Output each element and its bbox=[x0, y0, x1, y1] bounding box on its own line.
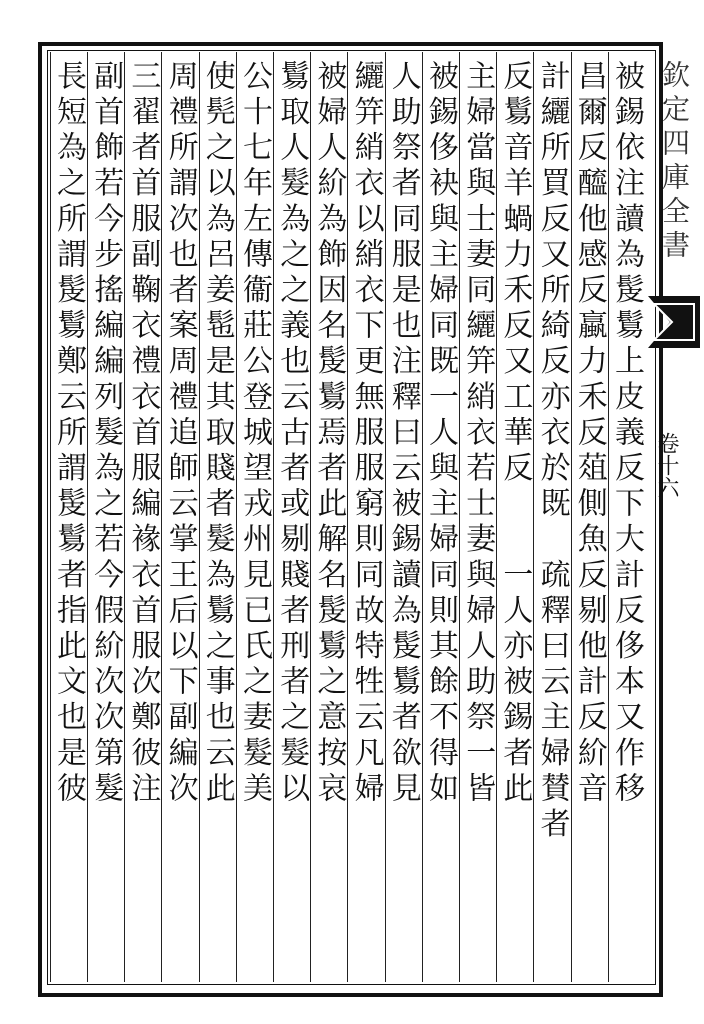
column-rule bbox=[161, 52, 162, 982]
text-column: 纚笄綃衣以綃衣下更無服服窮則同故特牲云凡婦 bbox=[348, 60, 384, 808]
text-column: 鬄取人髮為之之義也云古者或剔賤者刑者之髮以 bbox=[274, 60, 310, 808]
book-title-strip: 欽定四庫全書 bbox=[658, 60, 691, 264]
text-column: 長短為之所謂髲鬄鄭云所謂髲鬄者指此文也是彼 bbox=[50, 60, 86, 808]
column-rule bbox=[459, 52, 460, 982]
text-column: 三翟者首服副鞠衣禮衣首服編褖衣首服次鄭彼注 bbox=[125, 60, 161, 808]
column-rule bbox=[422, 52, 423, 982]
text-column: 副首飾若今步搖編編列髮為之若今假紒次次第髮 bbox=[88, 60, 124, 808]
text-column: 周禮所謂次也者案周禮追師云掌王后以下副編次 bbox=[162, 60, 198, 808]
column-rule bbox=[347, 52, 348, 982]
text-column: 被錫依注讀為髲鬄上皮義反下大計反侈本又作移 bbox=[608, 60, 644, 808]
column-rule bbox=[273, 52, 274, 982]
column-rule bbox=[496, 52, 497, 982]
text-column: 被婦人紒為飾因名髲鬄焉者此解名髲鬄之意按哀 bbox=[311, 60, 347, 808]
column-rule bbox=[310, 52, 311, 982]
text-column: 主婦當與士妻同纚笄綃衣若士妻與婦人助祭一皆 bbox=[460, 60, 496, 808]
column-rule bbox=[50, 52, 51, 982]
text-column: 使髡之以為呂姜髢是其取賤者髮為鬄之事也云此 bbox=[199, 60, 235, 808]
column-rule bbox=[199, 52, 200, 982]
column-rule bbox=[87, 52, 88, 982]
column-rule bbox=[533, 52, 534, 982]
column-rule bbox=[124, 52, 125, 982]
column-rule bbox=[236, 52, 237, 982]
text-column: 反鬄音羊蝸力禾反又工華反 一人亦被錫者此 bbox=[497, 60, 533, 808]
column-rule bbox=[608, 52, 609, 982]
column-rule bbox=[385, 52, 386, 982]
fishtail-mark-icon bbox=[648, 296, 700, 348]
text-column: 昌爾反醯他感反蠃力禾反葅側魚反剔他計反紒音 bbox=[571, 60, 607, 808]
text-column: 公十七年左傳衞莊公登城望戎州見已氏之妻髮美 bbox=[236, 60, 272, 808]
text-column: 計纚所買反又所綺反亦衣於既 疏釋曰云主婦賛者 bbox=[534, 60, 570, 844]
juan-label: 卷十六 bbox=[654, 432, 679, 498]
text-column: 人助祭者同服是也注釋曰云被錫讀為髲鬄者欲見 bbox=[385, 60, 421, 808]
text-column: 被錫侈袂與主婦同既一人與主婦同則其餘不得如 bbox=[422, 60, 458, 808]
column-rule bbox=[571, 52, 572, 982]
